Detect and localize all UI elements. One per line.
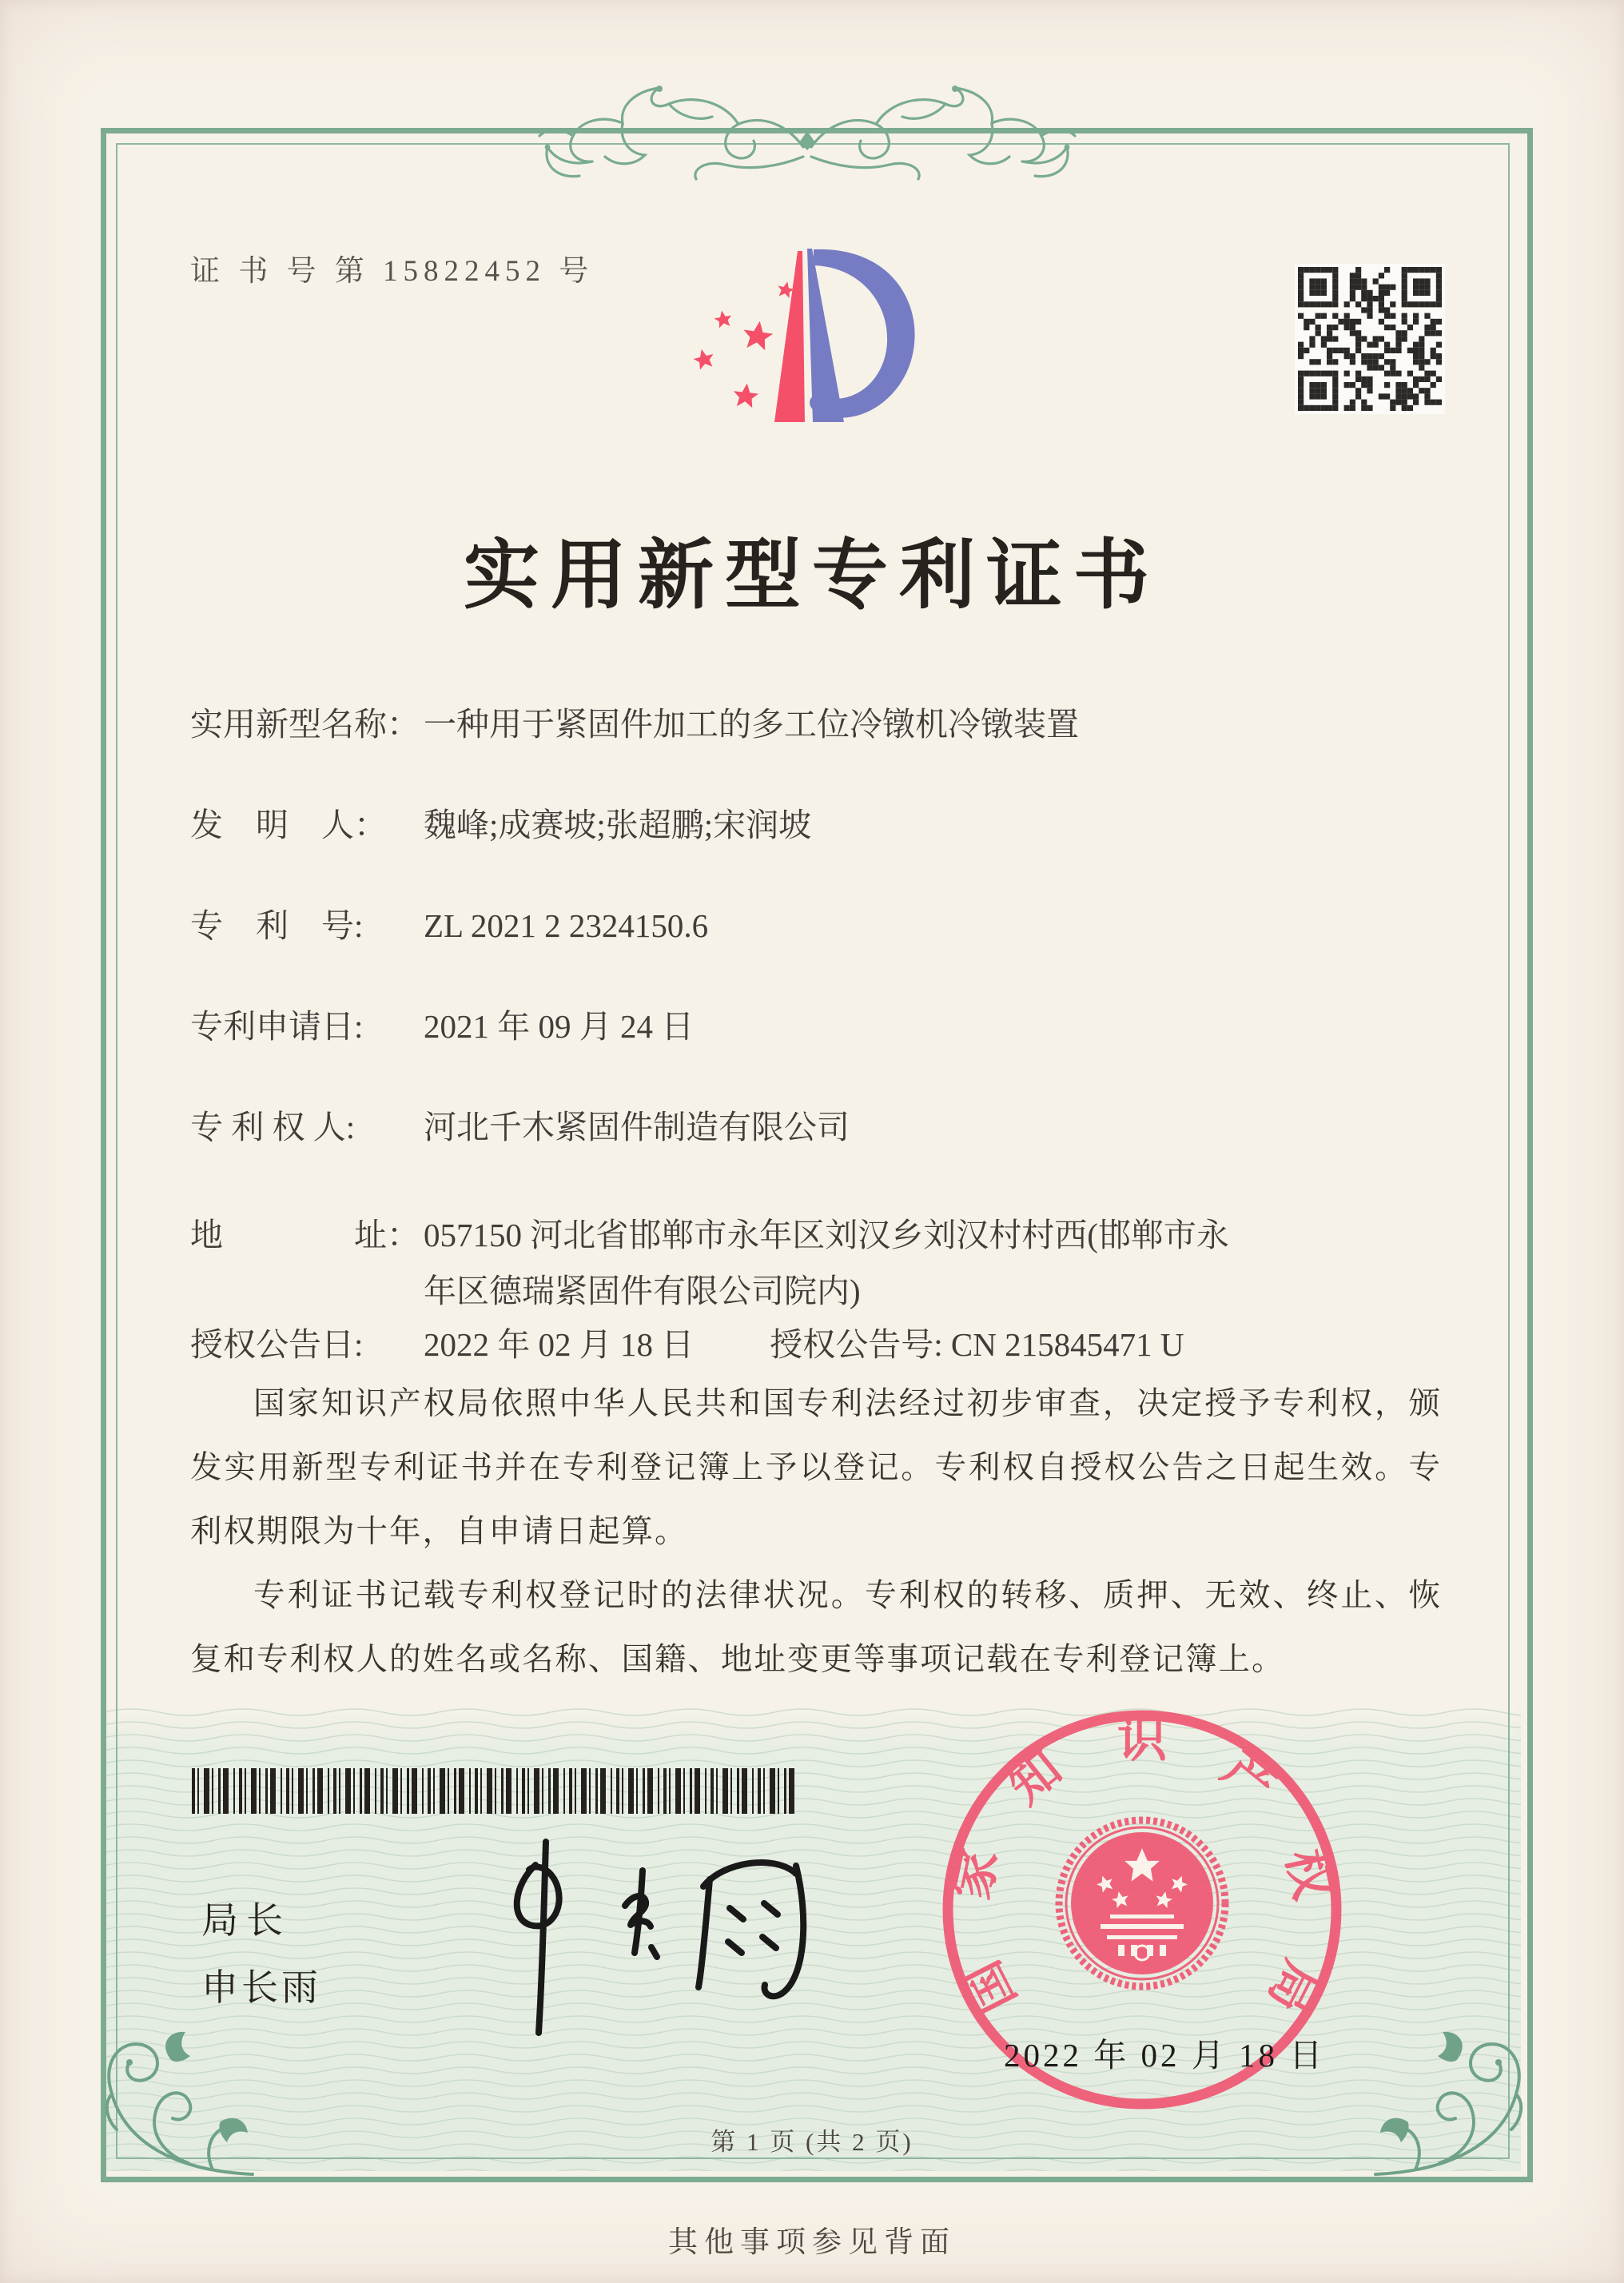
paragraph-register: 专利证书记载专利权登记时的法律状况。专利权的转移、质押、无效、终止、恢复和专利权人的姓名或名称、国籍、地址变更等事项记载在专利登记簿上。 [190,1578,1442,1677]
dragon-scroll-ornament-icon [523,77,1091,189]
certificate-title: 实用新型专利证书 [463,533,1160,618]
cnipa-logo-icon [679,222,943,466]
corner-flourish-icon [1371,2026,1535,2185]
svg-text:家: 家 [944,1844,1009,1905]
field-value: 河北千木紧固件制造有限公司 [424,1109,850,1145]
field-label: 实用新型名称： [190,706,420,743]
field-value: 2022 年 02 月 18 日 [424,1326,695,1363]
barcode-icon [192,1768,798,1814]
field-value: ZL 2021 2 2324150.6 [424,907,709,944]
svg-text:产: 产 [1212,1741,1285,1815]
national-emblem [1059,1820,1225,1986]
paragraph-grant: 国家知识产权局依照中华人民共和国专利法经过初步审查，决定授予专利权，颁发实用新型专利证书并在专利登记簿上予以登记。专利权自授权公告之日起生效。专利权期限为十年，自申请日起算。 [190,1386,1442,1549]
svg-text:识: 识 [1116,1713,1168,1767]
signature-icon [460,1829,835,2053]
corner-flourish-icon [93,2026,257,2185]
field-grant-row [190,1324,1453,1365]
field-label: 专 利 号: [190,907,364,944]
field-value: CN 215845471 U [950,1326,1184,1363]
field-patent-number [190,905,1453,946]
field-list [190,703,1453,1424]
field-value: 057150 河北省邯郸市永年区刘汉乡刘汉村村西(邯郸市永 年区德瑞紧固件有限公司院内) [424,1217,1229,1309]
field-value: 一种用于紧固件加工的多工位冷镦机冷镦装置 [424,706,1079,743]
back-note: 其他事项参见背面 [668,2226,956,2259]
director-title: 局长 [201,1900,291,1941]
field-label: 授权公告日: [190,1326,364,1363]
field-value: 2021 年 09 月 24 日 [424,1008,695,1045]
qr-code-icon [1295,264,1445,414]
field-filing-date [190,1006,1453,1047]
svg-text:知: 知 [999,1741,1073,1815]
page-number: 第 1 页 (共 2 页) [710,2128,914,2156]
seal-date: 2022 年 02 月 18 日 [1004,2037,1326,2074]
director-name: 申长雨 [201,1967,321,2008]
field-patentee [190,1106,1453,1148]
field-label: 地 址： [190,1217,420,1253]
svg-text:国: 国 [955,1952,1027,2022]
svg-text:局: 局 [1257,1952,1329,2022]
field-label: 发 明 人： [190,807,387,843]
field-utility-model-name [190,703,1453,745]
certificate-number: 证 书 号 第 15822452 号 [190,255,595,288]
field-address [190,1207,1453,1319]
legal-text [190,1372,1442,1691]
field-label: 专利申请日: [190,1008,364,1045]
svg-text:权: 权 [1276,1844,1340,1905]
field-value: 魏峰;成赛坡;张超鹏;宋润坡 [424,807,812,843]
field-label: 专 利 权 人: [190,1109,356,1145]
field-label: 授权公告号: [770,1326,951,1363]
field-inventor [190,804,1453,846]
